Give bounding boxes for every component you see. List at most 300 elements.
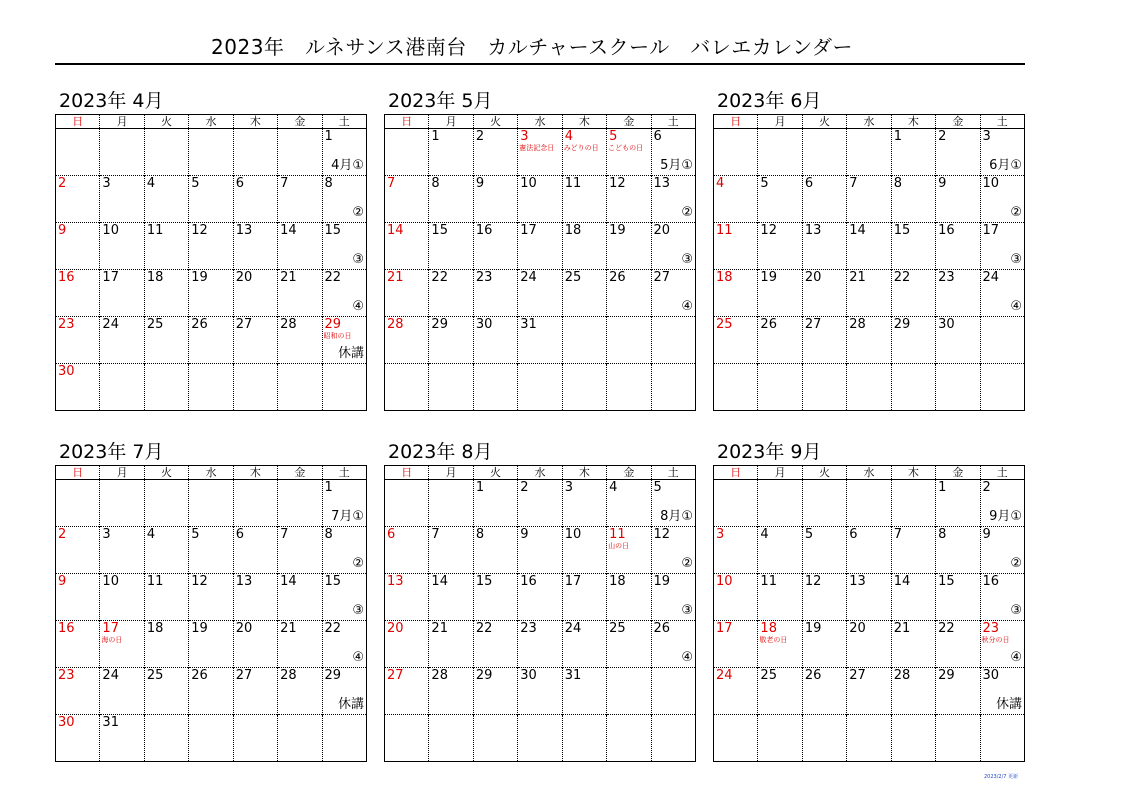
day-cell xyxy=(980,668,1024,715)
day-cell xyxy=(758,480,802,527)
day-number: 1 xyxy=(938,480,947,495)
day-number: 15 xyxy=(324,574,342,589)
day-cell xyxy=(562,527,606,574)
day-cell xyxy=(429,176,473,223)
day-number: 20 xyxy=(235,270,253,285)
day-number: 4 xyxy=(716,176,725,191)
day-cell xyxy=(278,621,322,668)
day-cell xyxy=(385,715,429,762)
day-number: 12 xyxy=(760,223,777,238)
day-number: 30 xyxy=(982,668,1000,683)
day-number: 18 xyxy=(760,621,777,636)
month-calendar-august xyxy=(384,439,696,762)
day-cell xyxy=(144,270,188,317)
day-number: 30 xyxy=(58,715,75,730)
day-cell xyxy=(651,176,695,223)
day-number: 28 xyxy=(280,668,297,683)
day-number: 13 xyxy=(849,574,866,589)
day-cell xyxy=(473,574,517,621)
month-calendar-july xyxy=(55,439,367,762)
day-cell xyxy=(518,223,562,270)
calendar-grid xyxy=(713,465,1025,762)
page-title: 2023年 ルネサンス港南台 カルチャースクール バレエカレンダー xyxy=(211,35,853,59)
day-number: 29 xyxy=(938,668,955,683)
day-cell xyxy=(518,527,562,574)
day-number: 22 xyxy=(324,621,342,636)
day-cell xyxy=(562,364,606,411)
day-number: 10 xyxy=(520,176,537,191)
day-cell xyxy=(936,527,980,574)
day-cell xyxy=(144,364,188,411)
day-number: 1 xyxy=(324,129,333,144)
day-cell xyxy=(936,317,980,364)
day-number: 4 xyxy=(146,527,156,542)
weekday-label: 日 xyxy=(714,466,758,480)
day-number: 25 xyxy=(146,668,164,683)
day-cell xyxy=(233,715,277,762)
holiday-label: こどもの日 xyxy=(608,144,644,152)
day-cell xyxy=(758,270,802,317)
day-cell xyxy=(936,270,980,317)
lesson-mark: ④ xyxy=(352,650,364,665)
day-cell xyxy=(322,270,366,317)
day-cell xyxy=(233,527,277,574)
day-cell xyxy=(233,176,277,223)
day-number: 22 xyxy=(431,270,448,285)
day-number: 1 xyxy=(475,480,485,495)
week-row xyxy=(56,223,367,270)
lesson-mark: 休講 xyxy=(995,697,1022,712)
holiday-label: 敬老の日 xyxy=(759,636,788,644)
day-cell xyxy=(758,668,802,715)
day-number: 23 xyxy=(58,668,75,683)
lesson-mark: ③ xyxy=(681,603,693,618)
day-cell xyxy=(802,574,846,621)
day-cell xyxy=(651,270,695,317)
day-cell xyxy=(607,223,651,270)
day-cell xyxy=(385,574,429,621)
lesson-mark: 6月① xyxy=(989,158,1022,173)
day-cell xyxy=(607,270,651,317)
day-cell xyxy=(714,574,758,621)
month-title: 2023年 9月 xyxy=(717,441,822,463)
day-number: 3 xyxy=(520,129,529,144)
day-number: 17 xyxy=(982,223,1000,238)
day-cell xyxy=(233,317,277,364)
calendar-grid xyxy=(384,114,696,411)
day-cell xyxy=(473,270,517,317)
day-number: 3 xyxy=(564,480,573,495)
day-cell xyxy=(385,480,429,527)
day-cell xyxy=(936,364,980,411)
day-cell xyxy=(980,480,1024,527)
day-cell xyxy=(278,176,322,223)
day-number: 1 xyxy=(893,129,902,144)
week-row xyxy=(56,621,367,668)
lesson-mark: ④ xyxy=(1010,299,1022,314)
day-cell xyxy=(233,129,277,176)
day-number: 18 xyxy=(609,574,626,589)
day-cell xyxy=(144,668,188,715)
day-cell xyxy=(189,129,233,176)
day-number: 21 xyxy=(431,621,448,636)
day-number: 11 xyxy=(760,574,777,589)
weekday-label: 日 xyxy=(714,115,758,129)
day-cell xyxy=(100,715,144,762)
day-number: 7 xyxy=(849,176,858,191)
day-number: 24 xyxy=(564,621,582,636)
weekday-label: 日 xyxy=(56,115,100,129)
day-cell xyxy=(322,317,366,364)
day-number: 26 xyxy=(609,270,626,285)
day-cell xyxy=(847,715,891,762)
day-cell xyxy=(189,364,233,411)
day-number: 6 xyxy=(804,176,814,191)
day-cell xyxy=(233,270,277,317)
day-number: 29 xyxy=(324,317,342,332)
lesson-mark: 8月① xyxy=(660,509,693,524)
weekday-label: 金 xyxy=(607,466,651,480)
day-cell xyxy=(802,364,846,411)
weekday-label: 土 xyxy=(322,466,366,480)
day-cell xyxy=(473,668,517,715)
day-number: 24 xyxy=(716,668,733,683)
day-cell xyxy=(473,317,517,364)
day-number: 27 xyxy=(804,317,822,332)
week-row xyxy=(385,317,696,364)
day-cell xyxy=(714,621,758,668)
day-cell xyxy=(936,223,980,270)
day-cell xyxy=(189,317,233,364)
day-cell xyxy=(518,621,562,668)
day-number: 6 xyxy=(235,527,244,542)
day-number: 28 xyxy=(280,317,297,332)
day-number: 15 xyxy=(893,223,911,238)
day-cell xyxy=(518,715,562,762)
week-row xyxy=(714,176,1025,223)
weekday-label: 水 xyxy=(847,115,891,129)
day-cell xyxy=(758,621,802,668)
day-cell xyxy=(322,574,366,621)
day-number: 2 xyxy=(982,480,991,495)
holiday-label: みどりの日 xyxy=(563,144,599,152)
day-cell xyxy=(473,364,517,411)
week-row xyxy=(714,129,1025,176)
holiday-label: 海の日 xyxy=(101,636,123,644)
day-number: 2 xyxy=(520,480,529,495)
day-cell xyxy=(429,129,473,176)
day-cell xyxy=(56,223,100,270)
day-cell xyxy=(847,129,891,176)
day-number: 15 xyxy=(324,223,342,238)
day-number: 12 xyxy=(609,176,626,191)
month-title: 2023年 8月 xyxy=(388,441,493,463)
week-row xyxy=(56,364,367,411)
day-number: 22 xyxy=(938,621,955,636)
day-cell xyxy=(562,715,606,762)
day-number: 20 xyxy=(653,223,671,238)
day-cell xyxy=(144,574,188,621)
day-number: 7 xyxy=(893,527,902,542)
day-number: 20 xyxy=(387,621,404,636)
week-row xyxy=(714,223,1025,270)
day-cell xyxy=(651,715,695,762)
day-cell xyxy=(385,317,429,364)
weekday-label: 金 xyxy=(278,115,322,129)
day-number: 5 xyxy=(191,176,200,191)
day-cell xyxy=(473,715,517,762)
day-number: 30 xyxy=(938,317,955,332)
day-cell xyxy=(714,527,758,574)
day-cell xyxy=(278,270,322,317)
week-row xyxy=(56,574,367,621)
day-number: 2 xyxy=(938,129,947,144)
day-number: 10 xyxy=(564,527,582,542)
day-number: 31 xyxy=(102,715,119,730)
day-number: 22 xyxy=(475,621,493,636)
weekday-label: 木 xyxy=(891,115,935,129)
weekday-label: 木 xyxy=(562,115,606,129)
day-cell xyxy=(936,176,980,223)
month-title: 2023年 5月 xyxy=(388,90,493,112)
day-number: 29 xyxy=(324,668,342,683)
day-cell xyxy=(802,715,846,762)
week-row xyxy=(56,317,367,364)
day-cell xyxy=(980,129,1024,176)
month-title: 2023年 6月 xyxy=(717,90,822,112)
lesson-mark: ② xyxy=(1010,556,1022,571)
day-cell xyxy=(802,176,846,223)
day-number: 11 xyxy=(564,176,582,191)
day-cell xyxy=(144,621,188,668)
day-cell xyxy=(891,223,935,270)
day-cell xyxy=(144,480,188,527)
day-cell xyxy=(56,574,100,621)
weekday-header-row xyxy=(56,115,367,129)
day-cell xyxy=(429,223,473,270)
day-number: 25 xyxy=(146,317,164,332)
day-number: 30 xyxy=(475,317,493,332)
day-cell xyxy=(714,364,758,411)
lesson-mark: 休講 xyxy=(337,346,364,361)
calendar-grid xyxy=(55,465,367,762)
week-row xyxy=(714,317,1025,364)
day-number: 7 xyxy=(280,176,289,191)
day-cell xyxy=(980,527,1024,574)
day-number: 30 xyxy=(520,668,537,683)
day-cell xyxy=(758,574,802,621)
week-row xyxy=(56,527,367,574)
day-number: 22 xyxy=(893,270,911,285)
day-cell xyxy=(144,223,188,270)
weekday-label: 木 xyxy=(233,466,277,480)
week-row xyxy=(385,715,696,762)
day-cell xyxy=(936,715,980,762)
day-cell xyxy=(847,480,891,527)
weekday-label: 水 xyxy=(847,466,891,480)
day-number: 10 xyxy=(102,574,119,589)
day-number: 26 xyxy=(804,668,822,683)
weekday-label: 金 xyxy=(278,466,322,480)
day-number: 16 xyxy=(475,223,493,238)
week-row xyxy=(714,715,1025,762)
day-cell xyxy=(891,317,935,364)
day-cell xyxy=(385,668,429,715)
day-number: 24 xyxy=(102,668,119,683)
day-cell xyxy=(936,574,980,621)
day-cell xyxy=(473,480,517,527)
day-cell xyxy=(847,270,891,317)
day-cell xyxy=(429,270,473,317)
day-number: 6 xyxy=(653,129,662,144)
day-number: 9 xyxy=(58,223,67,238)
day-cell xyxy=(518,317,562,364)
weekday-label: 金 xyxy=(936,115,980,129)
day-number: 10 xyxy=(982,176,1000,191)
day-number: 17 xyxy=(102,621,119,636)
day-number: 14 xyxy=(387,223,404,238)
day-cell xyxy=(651,527,695,574)
day-cell xyxy=(714,176,758,223)
day-cell xyxy=(891,129,935,176)
lesson-mark: ③ xyxy=(1010,252,1022,267)
day-cell xyxy=(189,668,233,715)
day-cell xyxy=(802,621,846,668)
holiday-label: 山の日 xyxy=(608,542,630,550)
day-cell xyxy=(802,270,846,317)
day-number: 11 xyxy=(146,223,164,238)
day-number: 17 xyxy=(520,223,537,238)
day-cell xyxy=(651,364,695,411)
day-cell xyxy=(758,223,802,270)
day-number: 14 xyxy=(280,223,297,238)
calendar-grid xyxy=(55,114,367,411)
day-cell xyxy=(651,223,695,270)
day-number: 28 xyxy=(387,317,404,332)
day-cell xyxy=(100,480,144,527)
day-cell xyxy=(56,270,100,317)
day-cell xyxy=(100,317,144,364)
day-number: 11 xyxy=(146,574,164,589)
day-number: 18 xyxy=(146,270,164,285)
day-cell xyxy=(847,364,891,411)
lesson-mark: ② xyxy=(1010,205,1022,220)
day-number: 3 xyxy=(982,129,991,144)
day-number: 27 xyxy=(653,270,671,285)
day-cell xyxy=(233,364,277,411)
day-cell xyxy=(189,176,233,223)
day-number: 26 xyxy=(653,621,671,636)
day-cell xyxy=(714,223,758,270)
day-cell xyxy=(562,574,606,621)
day-cell xyxy=(100,668,144,715)
day-cell xyxy=(278,527,322,574)
week-row xyxy=(714,574,1025,621)
weekday-label: 木 xyxy=(562,466,606,480)
day-cell xyxy=(144,129,188,176)
weekday-header-row xyxy=(385,115,696,129)
day-number: 14 xyxy=(893,574,911,589)
day-cell xyxy=(385,364,429,411)
day-number: 21 xyxy=(849,270,866,285)
day-cell xyxy=(562,129,606,176)
day-cell xyxy=(847,317,891,364)
day-cell xyxy=(562,668,606,715)
weekday-label: 火 xyxy=(473,115,517,129)
day-cell xyxy=(322,668,366,715)
day-cell xyxy=(651,668,695,715)
day-cell xyxy=(518,176,562,223)
day-cell xyxy=(56,527,100,574)
day-number: 12 xyxy=(191,223,208,238)
week-row xyxy=(714,668,1025,715)
day-cell xyxy=(714,270,758,317)
day-cell xyxy=(100,527,144,574)
day-cell xyxy=(758,176,802,223)
day-number: 20 xyxy=(849,621,866,636)
week-row xyxy=(714,364,1025,411)
day-number: 29 xyxy=(893,317,911,332)
lesson-mark: ③ xyxy=(352,252,364,267)
weekday-label: 金 xyxy=(936,466,980,480)
day-number: 11 xyxy=(716,223,733,238)
day-number: 4 xyxy=(146,176,156,191)
week-row xyxy=(385,621,696,668)
day-number: 5 xyxy=(191,527,200,542)
day-cell xyxy=(802,668,846,715)
day-number: 18 xyxy=(564,223,582,238)
day-cell xyxy=(429,621,473,668)
day-number: 10 xyxy=(102,223,119,238)
lesson-mark: ③ xyxy=(1010,603,1022,618)
day-cell xyxy=(802,129,846,176)
day-number: 5 xyxy=(609,129,618,144)
day-cell xyxy=(714,480,758,527)
day-cell xyxy=(518,270,562,317)
weekday-header-row xyxy=(385,466,696,480)
day-number: 19 xyxy=(191,621,208,636)
day-cell xyxy=(429,574,473,621)
day-cell xyxy=(562,621,606,668)
weekday-label: 月 xyxy=(429,115,473,129)
week-row xyxy=(714,480,1025,527)
day-number: 8 xyxy=(893,176,902,191)
day-number: 24 xyxy=(520,270,537,285)
day-number: 22 xyxy=(324,270,342,285)
weekday-label: 火 xyxy=(802,466,846,480)
day-cell xyxy=(607,527,651,574)
day-number: 2 xyxy=(58,527,67,542)
lesson-mark: ④ xyxy=(681,299,693,314)
day-number: 7 xyxy=(387,176,396,191)
day-cell xyxy=(891,527,935,574)
holiday-label: 秋分の日 xyxy=(981,636,1010,644)
day-number: 13 xyxy=(387,574,404,589)
day-number: 26 xyxy=(191,668,208,683)
day-cell xyxy=(518,364,562,411)
week-row xyxy=(385,480,696,527)
week-row xyxy=(56,668,367,715)
day-number: 17 xyxy=(716,621,733,636)
day-number: 16 xyxy=(58,621,75,636)
weekday-label: 水 xyxy=(518,115,562,129)
day-cell xyxy=(891,574,935,621)
day-cell xyxy=(322,129,366,176)
day-number: 21 xyxy=(280,621,297,636)
day-number: 25 xyxy=(609,621,626,636)
day-cell xyxy=(758,527,802,574)
weekday-label: 火 xyxy=(144,466,188,480)
